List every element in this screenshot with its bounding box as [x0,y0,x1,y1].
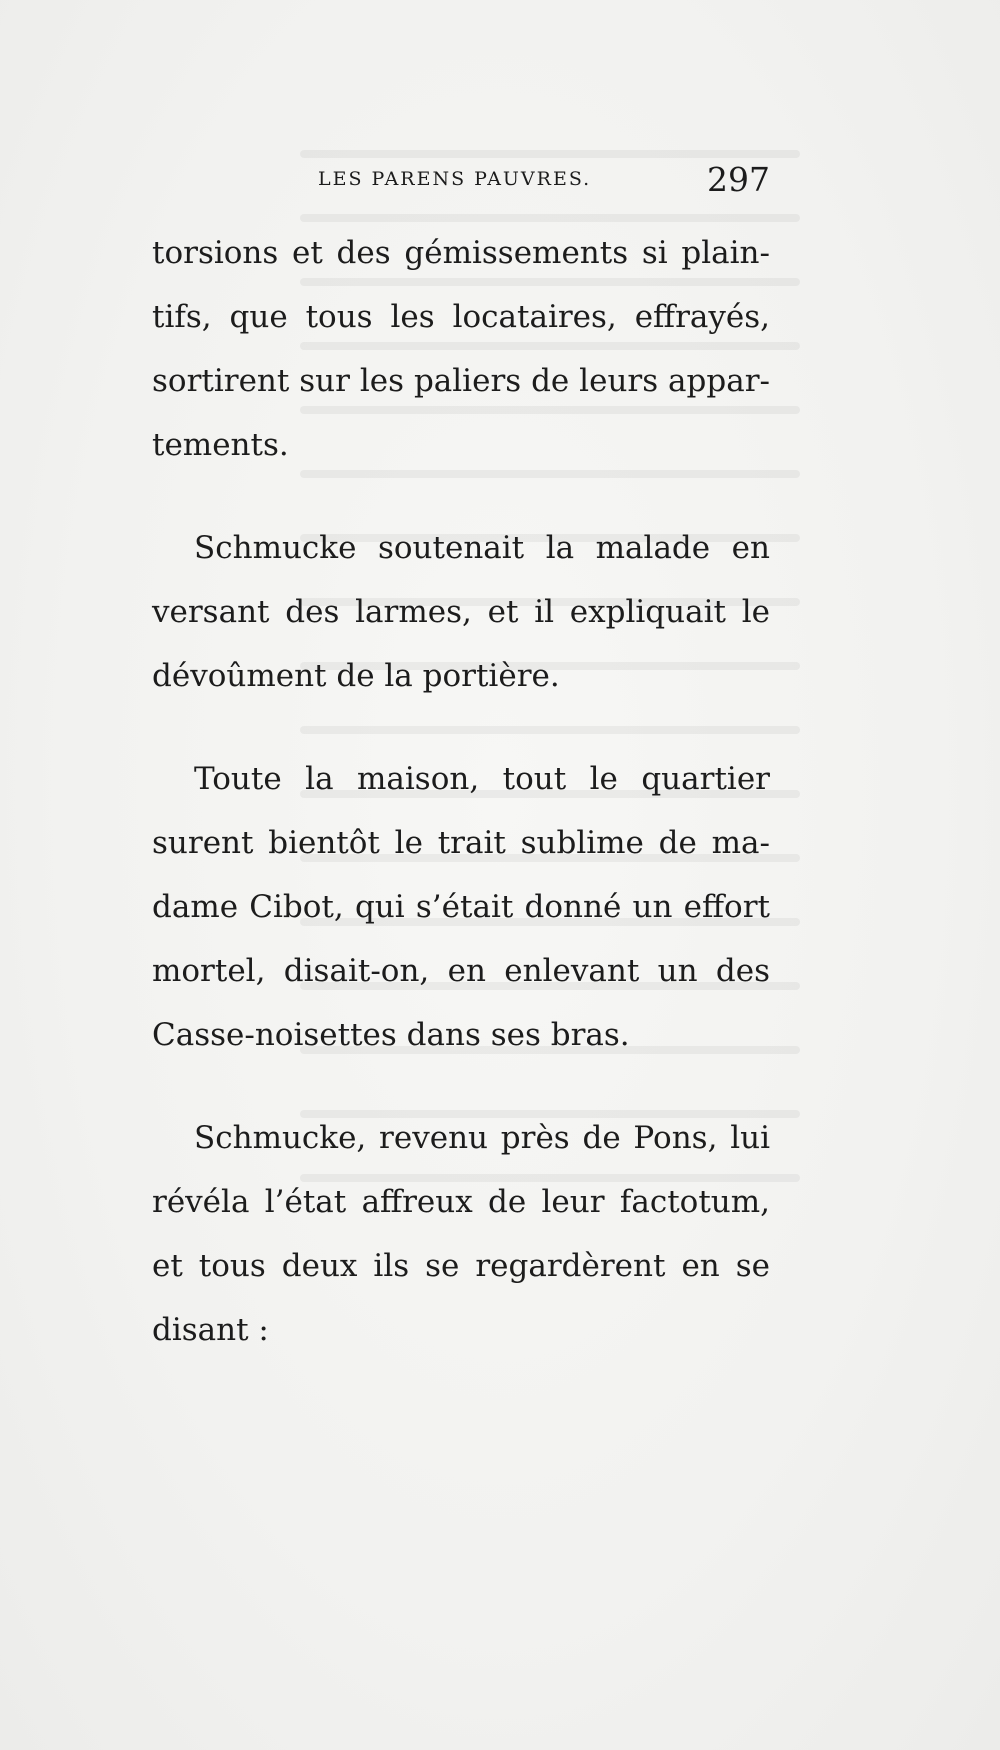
body-text [152,221,770,1362]
paragraph-continuation: torsions et des gémissements si plain-tifs, que tous les locataires, effrayés, sortirent sur les paliers de leurs appar-tements. [152,235,770,463]
running-title: LES PARENS PAUVRES. [318,168,592,190]
paragraph: Toute la maison, tout le quartier surent bientôt le trait sublime de ma-dame Cibot, qui s’était donné un effort mortel, disait-on, en enlevant un des Casse-noisettes dans ses bras. [152,761,770,1053]
page-header [150,160,770,200]
paragraph: Schmucke, revenu près de Pons, lui révéla l’état affreux de leur factotum, et tous deux ils se regardèrent en se disant : [152,1120,770,1348]
paragraph: Schmucke soutenait la malade en versant des larmes, et il expliquait le dévoûment de la portière. [152,530,770,694]
page-number: 297 [707,160,770,199]
